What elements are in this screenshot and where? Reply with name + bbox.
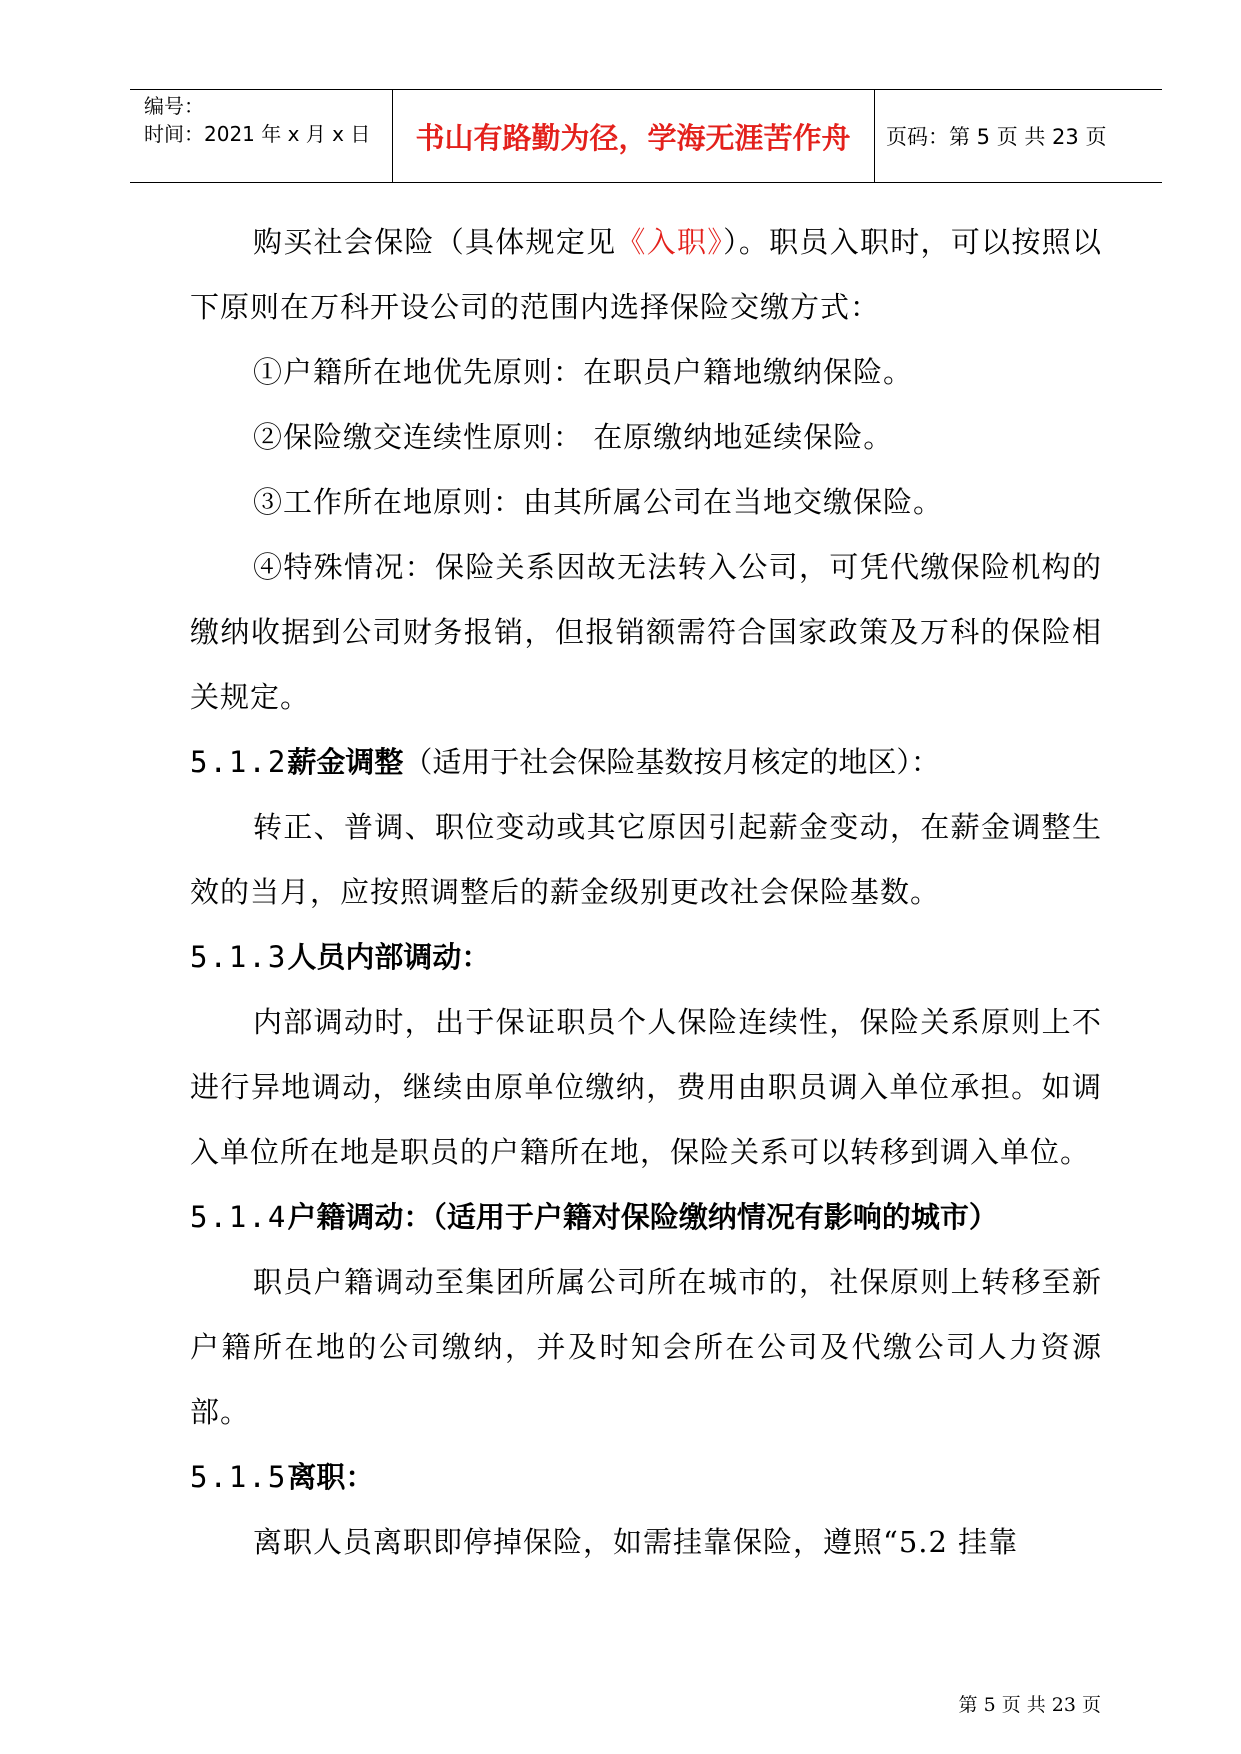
header-time-label: 时间：2021 年 x 月 x 日 [144, 122, 371, 146]
heading-5-1-2-title: 薪金调整 [287, 745, 404, 779]
header-meta [144, 92, 370, 148]
page-header [130, 89, 1162, 183]
intro-text-a: 购买社会保险（具体规定见 [253, 225, 617, 259]
paragraph-rule-4: ④特殊情况：保险关系因故无法转入公司，可凭代缴保险机构的缴纳收据到公司财务报销，但报销额需符合国家政策及万科的保险相关规定。 [190, 550, 1102, 714]
page-footer: 第 5 页 共 23 页 [958, 1694, 1101, 1716]
paragraph-rule-1: ①户籍所在地优先原则：在职员户籍地缴纳保险。 [253, 355, 914, 389]
heading-5-1-2-note: （适用于社会保险基数按月核定的地区）： [403, 745, 940, 779]
heading-5-1-3 [190, 925, 1102, 990]
heading-5-1-2 [190, 730, 1102, 795]
header-page-label: 页码：第 5 页 共 23 页 [886, 125, 1107, 149]
paragraph-rule-3: ③工作所在地原则：由其所属公司在当地交缴保险。 [253, 485, 944, 519]
document-body [190, 210, 1102, 1575]
heading-5-1-4 [190, 1185, 1102, 1250]
paragraph-internal-transfer: 内部调动时，出于保证职员个人保险连续性，保险关系原则上不进行异地调动，继续由原单位缴纳，费用由职员调入单位承担。如调入单位所在地是职员的户籍所在地，保险关系可以转移到调入单位。 [190, 1005, 1102, 1169]
heading-5-1-4-title: 户籍调动：（适用于户籍对保险缴纳情况有影响的城市） [287, 1200, 998, 1234]
heading-5-1-4-number: 5.1.4 [190, 1200, 288, 1234]
heading-5-1-2-number: 5.1.2 [190, 745, 288, 779]
header-number-label: 编号： [144, 94, 204, 118]
heading-5-1-3-number: 5.1.3 [190, 940, 288, 974]
paragraph-intro [190, 210, 1102, 340]
heading-5-1-3-title: 人员内部调动： [287, 940, 491, 974]
heading-5-1-5 [190, 1445, 1102, 1510]
header-divider-2 [874, 90, 875, 182]
paragraph-salary-adjustment: 转正、普调、职位变动或其它原因引起薪金变动，在薪金调整生效的当月，应按照调整后的薪金级别更改社会保险基数。 [190, 810, 1102, 909]
intro-text-b: ）。职员入职时，可以按照以下原则在万科开设公司的范围内选择保险交缴方式： [190, 225, 1102, 324]
paragraph-resignation: 离职人员离职即停掉保险，如需挂靠保险，遵照“5.2 挂靠 [253, 1525, 1019, 1559]
paragraph-rule-2: ②保险缴交连续性原则： 在原缴纳地延续保险。 [253, 420, 894, 454]
heading-5-1-5-title: 离职： [287, 1460, 375, 1494]
paragraph-household-transfer: 职员户籍调动至集团所属公司所在城市的，社保原则上转移至新户籍所在地的公司缴纳，并及时知会所在公司及代缴公司人力资源部。 [190, 1265, 1102, 1429]
link-onboarding[interactable]: 《入职》 [616, 225, 724, 259]
heading-5-1-5-number: 5.1.5 [190, 1460, 288, 1494]
header-motto: 书山有路勤为径，学海无涯苦作舟 [415, 120, 851, 155]
